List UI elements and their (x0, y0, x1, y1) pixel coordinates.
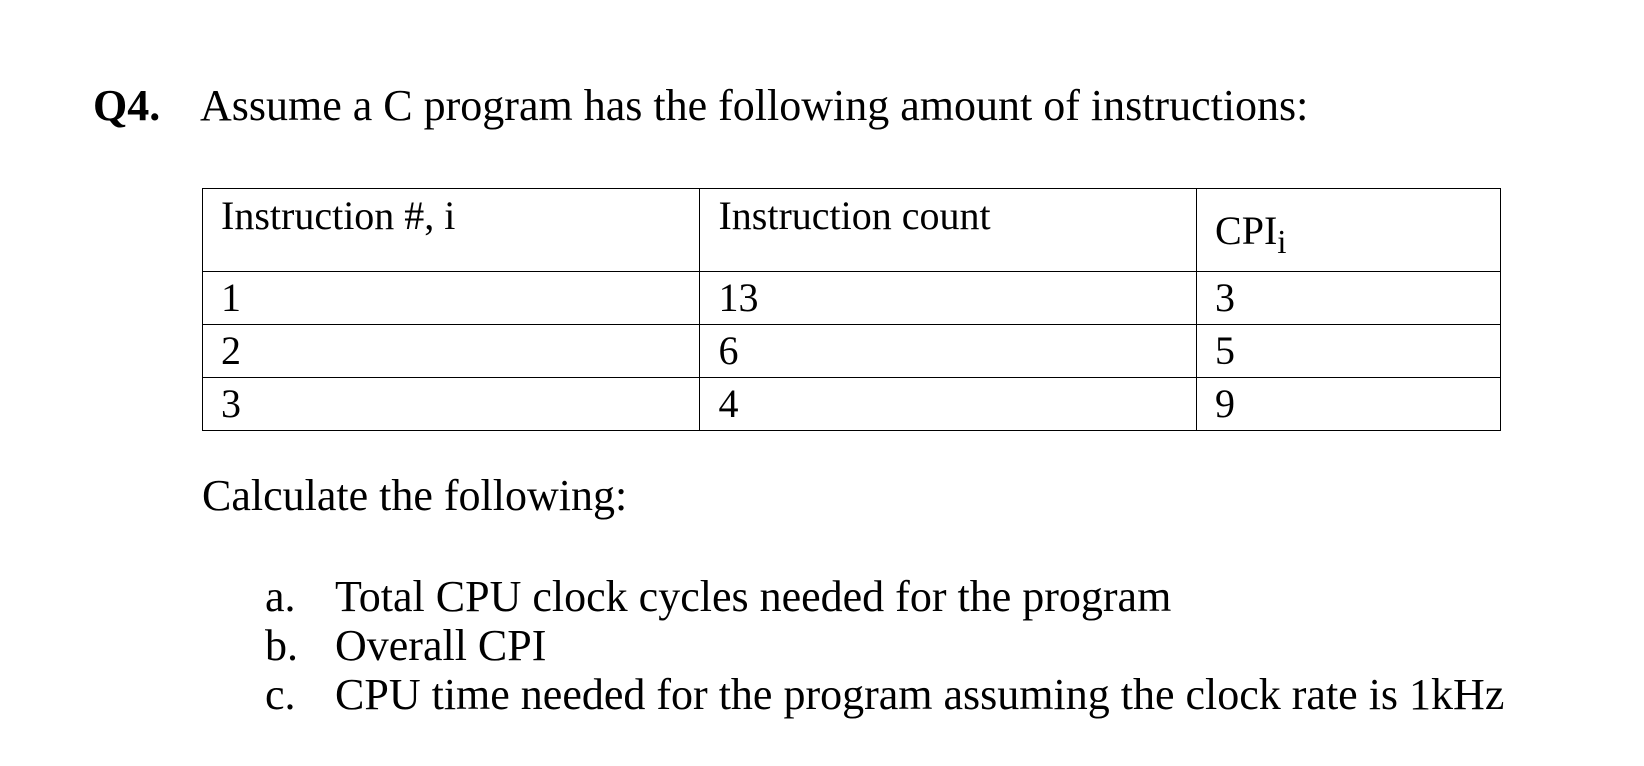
list-item (265, 670, 1504, 719)
instruction-table (202, 188, 1501, 431)
task-text: CPU time needed for the program assuming the clock rate is 1kHz (335, 670, 1505, 719)
header-instruction: Instruction #, i (203, 189, 700, 272)
task-marker: b. (265, 621, 298, 670)
table-row (203, 325, 1501, 378)
table-row (203, 272, 1501, 325)
cell-instruction: 1 (203, 272, 700, 325)
list-item (265, 572, 1504, 621)
cell-instruction: 2 (203, 325, 700, 378)
cell-count: 6 (700, 325, 1197, 378)
cell-cpi: 9 (1197, 378, 1501, 431)
cell-cpi: 5 (1197, 325, 1501, 378)
list-item (265, 621, 1504, 670)
task-marker: a. (265, 572, 296, 621)
question-number: Q4. (93, 81, 161, 130)
header-cpi-main: CPI (1215, 208, 1278, 253)
header-cpi-subscript: i (1277, 224, 1287, 261)
task-text: Overall CPI (335, 621, 547, 670)
table-header-row (203, 189, 1501, 272)
task-list (265, 572, 1504, 719)
calculate-label: Calculate the following: (202, 471, 628, 520)
question-text: Assume a C program has the following amount of instructions: (200, 81, 1309, 130)
table-row (203, 378, 1501, 431)
cell-instruction: 3 (203, 378, 700, 431)
header-count: Instruction count (700, 189, 1197, 272)
cell-count: 13 (700, 272, 1197, 325)
task-text: Total CPU clock cycles needed for the program (335, 572, 1172, 621)
task-marker: c. (265, 670, 296, 719)
cell-count: 4 (700, 378, 1197, 431)
cell-cpi: 3 (1197, 272, 1501, 325)
header-cpi (1197, 189, 1501, 272)
question-heading (93, 78, 1308, 134)
